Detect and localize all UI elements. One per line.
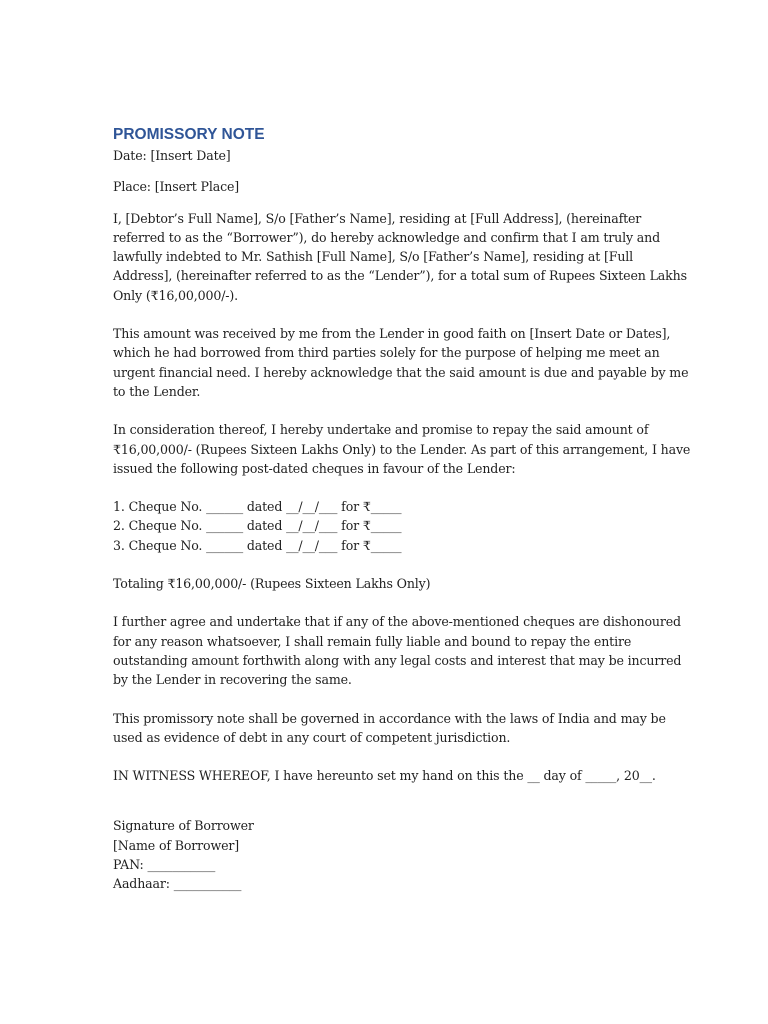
paragraph-line: outstanding amount forthwith along with any legal costs and interest that may be incurred xyxy=(113,652,682,668)
acknowledgement-paragraph xyxy=(113,209,687,305)
paragraph-line: which he had borrowed from third parties solely for the purpose of helping me meet an xyxy=(113,345,660,361)
cheque-list xyxy=(113,497,658,555)
pan-field: PAN: ___________ xyxy=(113,857,216,873)
paragraph-line: Only (₹16,00,000/-). xyxy=(113,287,239,303)
receipt-paragraph xyxy=(113,324,689,401)
aadhaar-field: Aadhaar: ___________ xyxy=(113,876,242,892)
document-page xyxy=(113,124,691,894)
date-line: Date: [Insert Date] xyxy=(113,148,231,163)
dishonour-paragraph xyxy=(113,612,682,689)
witness-line: IN WITNESS WHEREOF, I have hereunto set my hand on this the __ day of _____, 20__. xyxy=(113,768,656,784)
paragraph-line: issued the following post-dated cheques in favour of the Lender: xyxy=(113,460,516,476)
paragraph-line: urgent financial need. I hereby acknowledge that the said amount is due and payable by me xyxy=(113,364,689,380)
totaling-line xyxy=(113,574,658,593)
paragraph-line: This amount was received by me from the Lender in good faith on [Insert Date or Dates], xyxy=(113,326,671,342)
paragraph-line: to the Lender. xyxy=(113,383,201,399)
paragraph-line: This promissory note shall be governed in accordance with the laws of India and may be xyxy=(113,710,666,726)
document-title: PROMISSORY NOTE xyxy=(113,126,265,143)
consideration-paragraph xyxy=(113,420,691,478)
paragraph-line: for any reason whatsoever, I shall remain fully liable and bound to repay the entire xyxy=(113,633,632,649)
borrower-name-placeholder: [Name of Borrower] xyxy=(113,837,240,853)
signature-label: Signature of Borrower xyxy=(113,818,254,834)
place-line: Place: [Insert Place] xyxy=(113,179,240,195)
paragraph-line: I further agree and undertake that if any of the above-mentioned cheques are dishonoured xyxy=(113,614,681,630)
paragraph-line: lawfully indebted to Mr. Sathish [Full Name], S/o [Father’s Name], residing at [Full xyxy=(113,249,634,265)
cheque-item: 1. Cheque No. ______ dated __/__/___ for ₹_____ xyxy=(113,499,402,515)
cheque-item: 2. Cheque No. ______ dated __/__/___ for ₹_____ xyxy=(113,518,402,534)
paragraph-line: used as evidence of debt in any court of competent jurisdiction. xyxy=(113,729,511,745)
signature-block xyxy=(113,816,658,893)
paragraph-line: Address], (hereinafter referred to as the “Lender”), for a total sum of Rupees Sixteen Lakhs xyxy=(113,268,687,284)
paragraph-line: referred to as the “Borrower”), do hereby acknowledge and confirm that I am truly and xyxy=(113,229,661,245)
paragraph-line: I, [Debtor’s Full Name], S/o [Father’s Name], residing at [Full Address], (hereinafter xyxy=(113,210,642,226)
cheque-item: 3. Cheque No. ______ dated __/__/___ for ₹_____ xyxy=(113,537,402,553)
paragraph-line: ₹16,00,000/- (Rupees Sixteen Lakhs Only) to the Lender. As part of this arrangement, I have xyxy=(113,441,691,457)
governing-law-paragraph xyxy=(113,709,666,748)
totaling-text: Totaling ₹16,00,000/- (Rupees Sixteen Lakhs Only) xyxy=(113,576,431,592)
paragraph-line: In consideration thereof, I hereby undertake and promise to repay the said amount of xyxy=(113,422,649,438)
paragraph-line: by the Lender in recovering the same. xyxy=(113,672,352,688)
